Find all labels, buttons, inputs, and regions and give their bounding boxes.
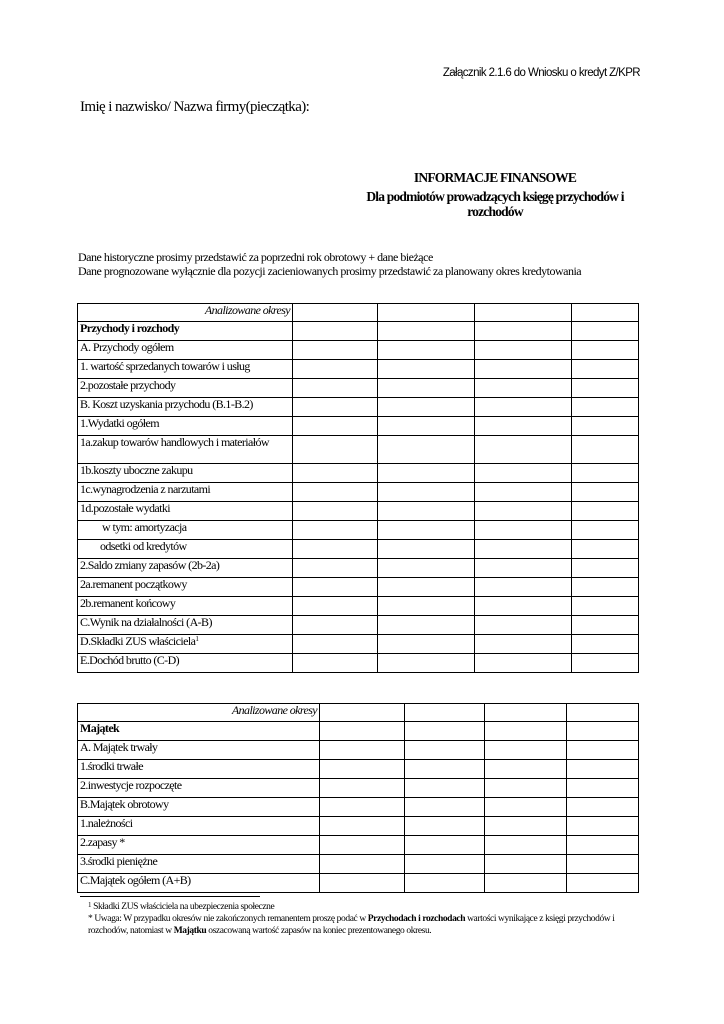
value-cell[interactable] [475, 464, 572, 483]
value-cell[interactable] [405, 874, 485, 893]
row-label-text: 2.Saldo zmiany zapasów (2b-2a) [80, 558, 220, 572]
value-cell[interactable] [405, 855, 485, 874]
value-cell[interactable] [378, 322, 475, 341]
income-table [77, 303, 639, 673]
row-label [78, 559, 293, 578]
footnote-1 [80, 901, 650, 913]
note-text-d: Majątku [173, 926, 207, 936]
note-text-a: * Uwaga: W przypadku okresów nie zakończonych remanentem proszę podać w [88, 914, 368, 924]
value-cell[interactable] [572, 417, 639, 436]
value-cell[interactable] [293, 502, 378, 521]
value-cell[interactable] [572, 635, 639, 654]
row-label [78, 436, 293, 464]
value-cell[interactable] [475, 540, 572, 559]
value-cell[interactable] [378, 379, 475, 398]
value-cell[interactable] [293, 521, 378, 540]
value-cell[interactable] [378, 483, 475, 502]
value-cell[interactable] [405, 779, 485, 798]
table-row [78, 379, 639, 398]
footnote-1-text: Składki ZUS właściciela na ubezpieczenia społeczne [91, 902, 275, 912]
value-cell[interactable] [378, 616, 475, 635]
value-cell[interactable] [475, 398, 572, 417]
value-cell[interactable] [320, 874, 405, 893]
row-label-text: 1c.wynagrodzenia z narzutami [80, 482, 211, 496]
table-row [78, 436, 639, 464]
row-label [78, 760, 320, 779]
value-cell[interactable] [475, 597, 572, 616]
row-label-text: 2.inwestycje rozpoczęte [80, 778, 182, 792]
value-cell[interactable] [572, 436, 639, 464]
row-label [78, 779, 320, 798]
row-label [78, 417, 293, 436]
value-cell[interactable] [475, 304, 572, 322]
value-cell[interactable] [475, 502, 572, 521]
row-label-text: 1. wartość sprzedanych towarów i usług [80, 359, 250, 373]
row-label [78, 616, 293, 635]
row-label-text: B.Majątek obrotowy [80, 797, 169, 811]
value-cell[interactable] [485, 836, 567, 855]
value-cell[interactable] [572, 379, 639, 398]
value-cell[interactable] [475, 521, 572, 540]
row-label [78, 578, 293, 597]
value-cell[interactable] [378, 398, 475, 417]
value-cell[interactable] [567, 722, 639, 741]
value-cell[interactable] [293, 559, 378, 578]
value-cell[interactable] [485, 798, 567, 817]
value-cell[interactable] [378, 464, 475, 483]
table-row [78, 559, 639, 578]
value-cell[interactable] [485, 779, 567, 798]
value-cell[interactable] [320, 798, 405, 817]
instruction-historical: Dane historyczne prosimy przedstawić za poprzedni rok obrotowy + dane bieżące [78, 250, 433, 264]
value-cell[interactable] [567, 704, 639, 722]
value-cell[interactable] [475, 436, 572, 464]
table-row [78, 836, 639, 855]
row-label [78, 483, 293, 502]
value-cell[interactable] [572, 521, 639, 540]
value-cell[interactable] [475, 417, 572, 436]
row-label [78, 874, 320, 893]
value-cell[interactable] [293, 379, 378, 398]
table-row [78, 597, 639, 616]
row-label-text: A. Majątek trwały [80, 740, 158, 754]
row-label [78, 836, 320, 855]
value-cell[interactable] [572, 360, 639, 379]
value-cell[interactable] [567, 779, 639, 798]
table-row [78, 304, 639, 322]
row-label [78, 398, 293, 417]
value-cell[interactable] [475, 360, 572, 379]
value-cell[interactable] [378, 436, 475, 464]
instructions [78, 250, 639, 278]
value-cell[interactable] [572, 304, 639, 322]
row-label [78, 521, 293, 540]
row-label [78, 741, 320, 760]
table-section-title [78, 722, 320, 741]
row-label-text: E.Dochód brutto (C-D) [80, 653, 180, 667]
value-cell[interactable] [475, 654, 572, 673]
value-cell[interactable] [293, 464, 378, 483]
row-label-text: odsetki od kredytów [100, 539, 187, 553]
value-cell[interactable] [293, 654, 378, 673]
row-label [78, 360, 293, 379]
value-cell[interactable] [572, 616, 639, 635]
value-cell[interactable] [293, 398, 378, 417]
value-cell[interactable] [320, 741, 405, 760]
row-label-text: C.Wynik na działalności (A-B) [80, 615, 212, 629]
row-label [78, 635, 293, 654]
row-label-text: Analizowane okresy [204, 303, 290, 317]
table-row [78, 635, 639, 654]
value-cell[interactable] [378, 521, 475, 540]
value-cell[interactable] [572, 322, 639, 341]
applicant-label: Imię i nazwisko/ Nazwa firmy(pieczątka): [80, 99, 310, 115]
table-row [78, 654, 639, 673]
value-cell[interactable] [378, 360, 475, 379]
value-cell[interactable] [293, 304, 378, 322]
value-cell[interactable] [378, 502, 475, 521]
value-cell[interactable] [293, 578, 378, 597]
assets-table [77, 703, 639, 893]
row-label [78, 341, 293, 360]
table-row [78, 779, 639, 798]
value-cell[interactable] [293, 616, 378, 635]
value-cell[interactable] [378, 341, 475, 360]
table-row [78, 722, 639, 741]
note-text-c: wartości wynikające z księgi przychodów i rozchodów, natomiast w [88, 914, 615, 936]
value-cell[interactable] [475, 483, 572, 502]
value-cell[interactable] [567, 817, 639, 836]
row-label-text: 1a.zakup towarów handlowych i materiałów [80, 435, 269, 449]
row-label-text: Majątek [80, 721, 120, 735]
value-cell[interactable] [485, 722, 567, 741]
value-cell[interactable] [320, 817, 405, 836]
row-label-text: w tym: amortyzacja [102, 520, 187, 534]
value-cell[interactable] [572, 540, 639, 559]
value-cell[interactable] [475, 341, 572, 360]
footnotes [80, 901, 650, 937]
value-cell[interactable] [567, 760, 639, 779]
table-row [78, 464, 639, 483]
value-cell[interactable] [572, 559, 639, 578]
value-cell[interactable] [320, 722, 405, 741]
value-cell[interactable] [567, 798, 639, 817]
row-label-text: D.Składki ZUS właściciela [80, 634, 196, 648]
row-label-text: 3.środki pieniężne [80, 854, 158, 868]
table-row [78, 360, 639, 379]
row-label [78, 817, 320, 836]
footnote-separator [80, 896, 260, 897]
value-cell[interactable] [572, 398, 639, 417]
table-row [78, 341, 639, 360]
value-cell[interactable] [405, 704, 485, 722]
row-label-text: 1.środki trwałe [80, 759, 143, 773]
row-label-text: B. Koszt uzyskania przychodu (B.1-B.2) [80, 397, 253, 411]
value-cell[interactable] [567, 836, 639, 855]
value-cell[interactable] [378, 597, 475, 616]
table-section-title [78, 322, 293, 341]
table-row [78, 798, 639, 817]
value-cell[interactable] [475, 322, 572, 341]
value-cell[interactable] [405, 836, 485, 855]
value-cell[interactable] [378, 578, 475, 597]
row-label-text: 1b.koszty uboczne zakupu [80, 463, 193, 477]
table-row [78, 502, 639, 521]
value-cell[interactable] [572, 578, 639, 597]
table-row [78, 540, 639, 559]
row-label [78, 654, 293, 673]
value-cell[interactable] [567, 741, 639, 760]
value-cell[interactable] [475, 379, 572, 398]
value-cell[interactable] [572, 654, 639, 673]
note-text-b: Przychodach i rozchodach [367, 914, 466, 924]
value-cell[interactable] [475, 559, 572, 578]
table-row [78, 855, 639, 874]
document-title [300, 169, 690, 219]
table-row [78, 578, 639, 597]
table-row [78, 616, 639, 635]
value-cell[interactable] [475, 616, 572, 635]
row-label-text: 2a.remanent początkowy [80, 577, 187, 591]
row-label-text: C.Majątek ogółem (A+B) [80, 873, 191, 887]
table-header-periods [78, 304, 293, 322]
table-row [78, 760, 639, 779]
footnote-mark: 1 [195, 635, 199, 643]
value-cell[interactable] [405, 798, 485, 817]
table-row [78, 322, 639, 341]
title-main: INFORMACJE FINANSOWE [413, 170, 577, 185]
note-text-e: oszacowaną wartość zapasów na koniec prezentowanego okresu. [206, 926, 432, 936]
value-cell[interactable] [320, 779, 405, 798]
annex-reference: Załącznik 2.1.6 do Wniosku o kredyt Z/KPR [442, 67, 640, 79]
value-cell[interactable] [293, 322, 378, 341]
table-row [78, 521, 639, 540]
value-cell[interactable] [293, 360, 378, 379]
row-label-text: 1.Wydatki ogółem [80, 416, 159, 430]
value-cell[interactable] [378, 654, 475, 673]
footnote-note [80, 913, 650, 937]
value-cell[interactable] [378, 304, 475, 322]
value-cell[interactable] [320, 760, 405, 779]
value-cell[interactable] [293, 341, 378, 360]
value-cell[interactable] [320, 836, 405, 855]
value-cell[interactable] [378, 417, 475, 436]
value-cell[interactable] [572, 597, 639, 616]
value-cell[interactable] [485, 704, 567, 722]
value-cell[interactable] [572, 464, 639, 483]
value-cell[interactable] [293, 540, 378, 559]
value-cell[interactable] [475, 635, 572, 654]
value-cell[interactable] [485, 874, 567, 893]
value-cell[interactable] [293, 436, 378, 464]
table-row [78, 398, 639, 417]
value-cell[interactable] [405, 817, 485, 836]
value-cell[interactable] [378, 635, 475, 654]
value-cell[interactable] [475, 578, 572, 597]
instruction-forecast: Dane prognozowane wyłącznie dla pozycji zacieniowanych prosimy przedstawić za planowany okres kredytowania [78, 264, 582, 278]
value-cell[interactable] [485, 817, 567, 836]
footnote-1-mark: 1 [88, 901, 92, 909]
row-label-text: 2b.remanent końcowy [80, 596, 176, 610]
value-cell[interactable] [405, 760, 485, 779]
value-cell[interactable] [485, 741, 567, 760]
value-cell[interactable] [485, 855, 567, 874]
row-label-text: Analizowane okresy [231, 703, 317, 717]
value-cell[interactable] [567, 874, 639, 893]
value-cell[interactable] [293, 483, 378, 502]
value-cell[interactable] [378, 540, 475, 559]
value-cell[interactable] [572, 502, 639, 521]
row-label-text: 2.pozostałe przychody [80, 378, 176, 392]
row-label-text: 2.zapasy * [80, 835, 125, 849]
table-row [78, 741, 639, 760]
table-header-periods [78, 704, 320, 722]
value-cell[interactable] [572, 483, 639, 502]
row-label-text: 1.należności [80, 816, 133, 830]
row-label [78, 502, 293, 521]
row-label-text: A. Przychody ogółem [80, 340, 174, 354]
value-cell[interactable] [572, 341, 639, 360]
value-cell[interactable] [567, 855, 639, 874]
row-label [78, 540, 293, 559]
value-cell[interactable] [485, 760, 567, 779]
title-subtitle: Dla podmiotów prowadzących księgę przychodów i rozchodów [366, 189, 624, 219]
value-cell[interactable] [293, 417, 378, 436]
row-label [78, 798, 320, 817]
row-label [78, 855, 320, 874]
row-label [78, 379, 293, 398]
value-cell[interactable] [320, 855, 405, 874]
row-label [78, 464, 293, 483]
row-label [78, 597, 293, 616]
row-label-text: Przychody i rozchody [80, 321, 180, 335]
value-cell[interactable] [405, 722, 485, 741]
value-cell[interactable] [293, 635, 378, 654]
table-row [78, 817, 639, 836]
value-cell[interactable] [320, 704, 405, 722]
value-cell[interactable] [293, 597, 378, 616]
row-label-text: 1d.pozostałe wydatki [80, 501, 170, 515]
table-row [78, 483, 639, 502]
table-row [78, 704, 639, 722]
table-row [78, 874, 639, 893]
table-row [78, 417, 639, 436]
value-cell[interactable] [378, 559, 475, 578]
value-cell[interactable] [405, 741, 485, 760]
